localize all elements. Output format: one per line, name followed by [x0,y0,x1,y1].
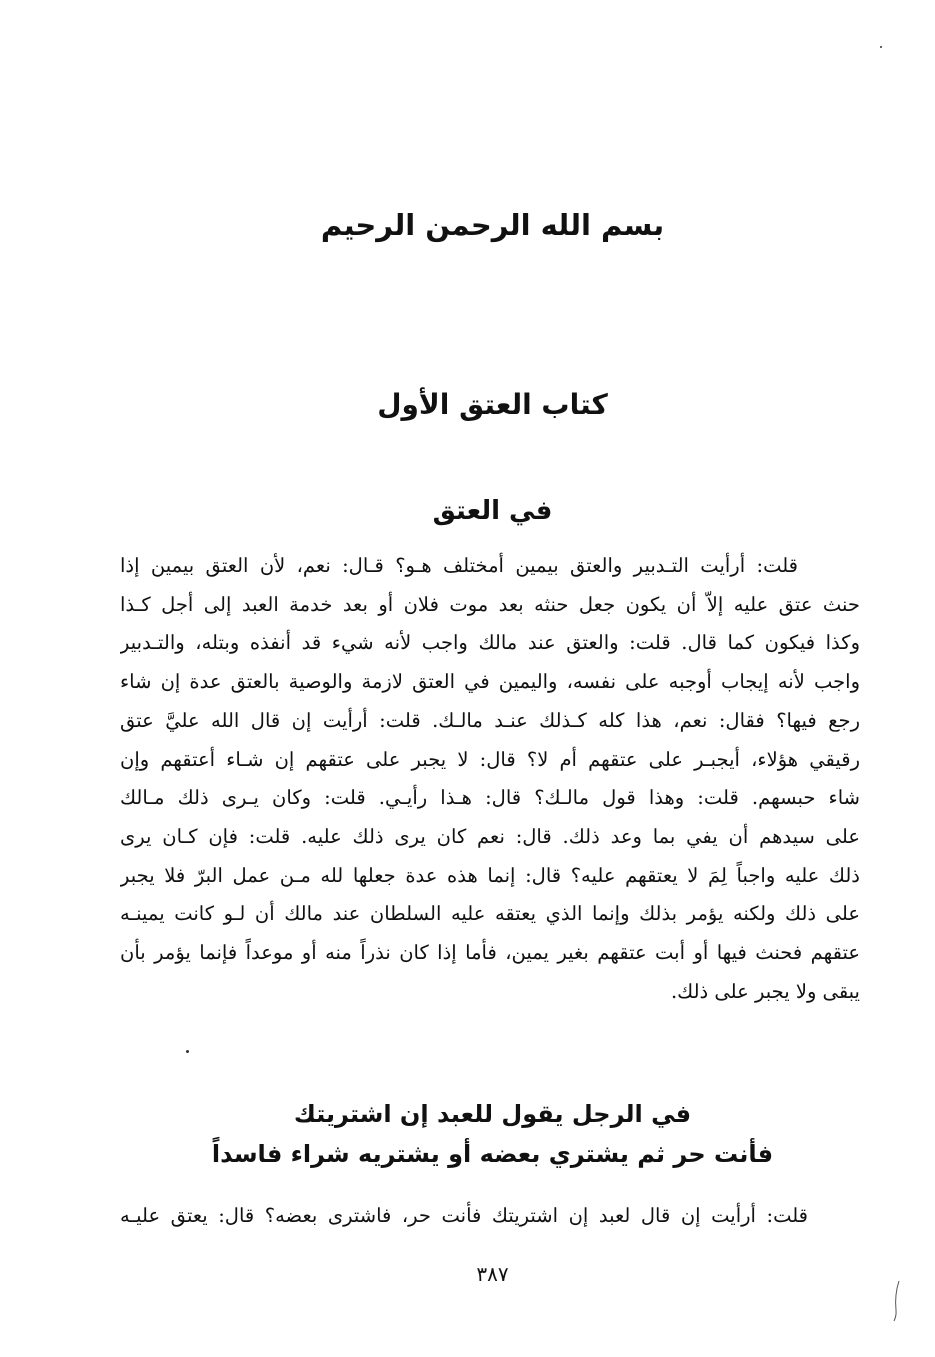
text-line: عتقهم فحنث فيها أو أبت عتقهم بغير يمين، فأما إذا كان نذراً منه أو موعداً فإنما يؤمر بأن [120,941,860,965]
section-title-emancipation: في العتق [432,496,553,526]
text-line: على سيدهم أن يفي بما وعد ذلك. قال: نعم كان يرى ذلك عليه. قلت: فإن كـان يرى [120,824,860,848]
text-line: قلت: أرأيت إن قال لعبد إن اشتريتك فأنت حر، فاشترى بعضه؟ قال: يعتق عليـه [120,1204,808,1227]
text-line: شاء حبسهم. قلت: وهذا قول مالـك؟ قال: هـذا رأيـي. قلت: وكان يـرى ذلك مـالك [120,786,860,810]
text-line: يبقى ولا يجبر على ذلك. [670,979,860,1003]
ink-speck [186,1050,189,1053]
page-number: ٣٨٧ [476,1262,509,1286]
book-title: كتاب العتق الأول [377,388,608,421]
text-line: على ذلك ولكنه يؤمر بذلك وإنما الذي يعتقه عليه السلطان عند مالك أن لـو كانت يمينـه [120,902,860,926]
text-line: واجب لأنه إيجاب أوجبه على نفسه، واليمين في العتق لازمة والوصية بالعتق عدة إن شاء [120,670,860,694]
text-line: رجع فيها؟ فقال: نعم، هذا كله كـذلك عنـد مالـك. قلت: أرأيت إن قال الله عليَّ عتق [120,708,860,732]
section-body-purchase-condition [120,1197,808,1235]
basmala-heading: بسم الله الرحمن الرحيم [320,208,665,242]
text-line: قلت: أرأيت التـدبير والعتق بيمين أمختلف هـو؟ قـال: نعم، لأن العتق بيمين إذا [120,554,798,577]
section-body-emancipation [120,547,860,1011]
margin-pencil-mark [893,1280,901,1322]
text-line: ذلك عليه واجباً لِمَ لا يعتقهم عليه؟ قال: إنما هذه عدة جعلها لله مـن عمل البرّ فلا يجبر [120,863,860,887]
text-line: حنث عتق عليه إلاّ أن يكون جعل حنثه بعد موت فلان أو بعد خدمة العبد إلى أجل كـذا [120,592,860,616]
text-line: رقيقي هؤلاء، أيجبـر على عتقهم أم لا؟ قال: لا يجبر على عتقهم إن شـاء أعتقهم وإن [120,747,860,771]
section-title-purchase-condition [0,1094,935,1174]
text-line: وكذا فيكون كما قال. قلت: والعتق عند مالك واجب لأنه شيء قد أنفذه وبتله، والتـدبير [120,631,860,655]
section-title-line: فأنت حر ثم يشتري بعضه أو يشتريه شراء فاسداً [211,1140,774,1168]
section-title-line: في الرجل يقول للعبد إن اشتريتك [293,1100,692,1128]
ink-speck [880,46,882,48]
